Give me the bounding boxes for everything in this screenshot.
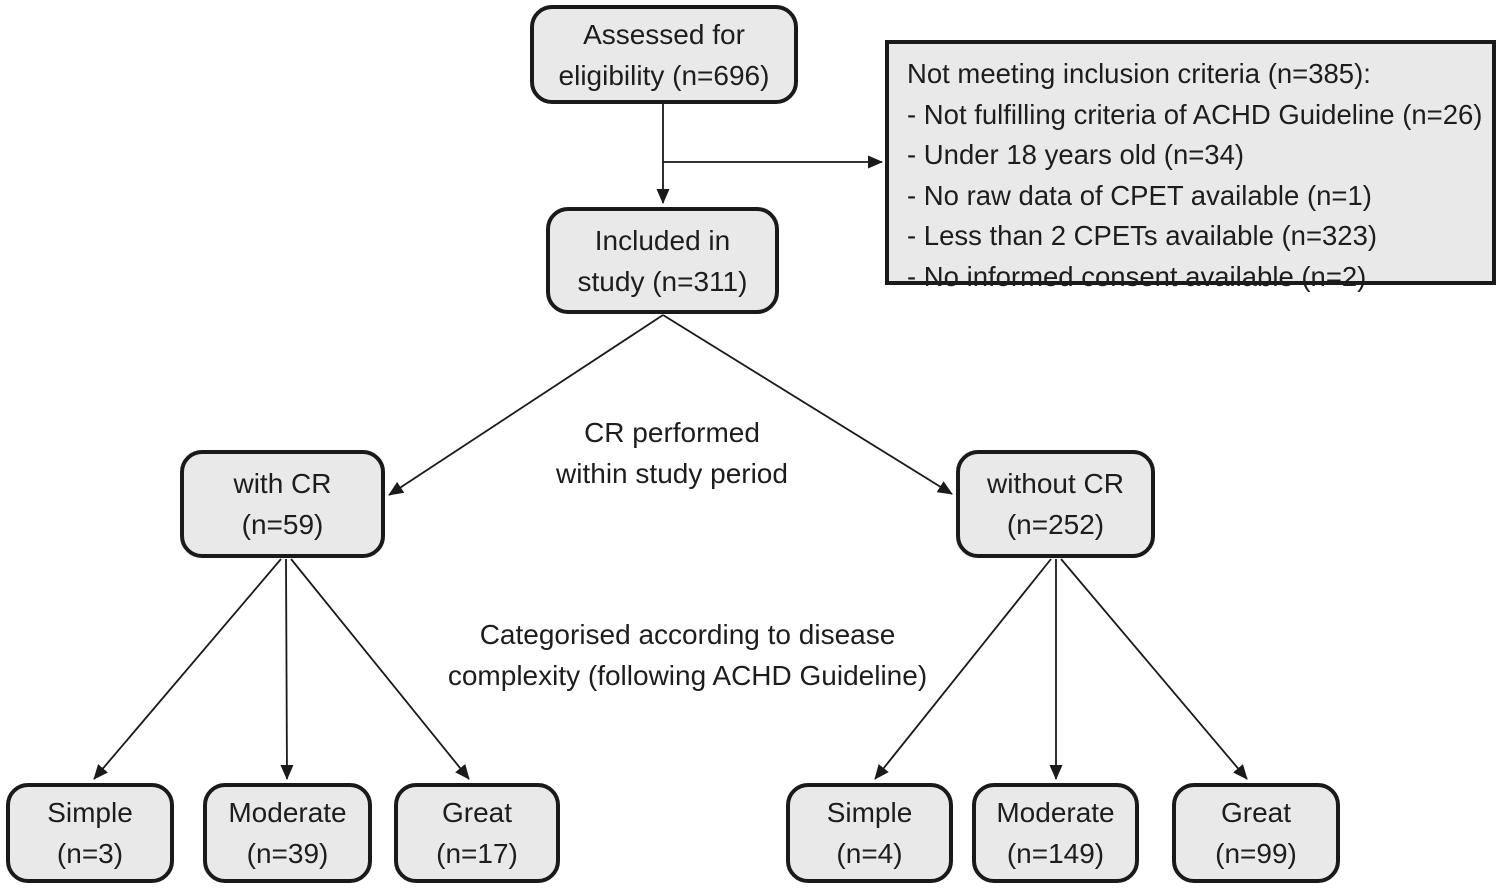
assessed-box-line2: eligibility (n=696) xyxy=(558,59,770,91)
with-cr-moderate-line2: (n=39) xyxy=(246,838,329,869)
categorised-label-line1: Categorised according to disease xyxy=(479,619,896,650)
without-cr-box-line1: without CR xyxy=(987,468,1124,499)
arrow-without-cr-to-great xyxy=(1061,559,1247,779)
with-cr-great-line2: (n=17) xyxy=(436,838,518,869)
exclusion-title: Not meeting inclusion criteria (n=385): xyxy=(907,58,1371,89)
with-cr-simple-line2: (n=3) xyxy=(56,838,124,869)
assessed-box-line1: Assessed for xyxy=(583,18,745,50)
with-cr-great-box xyxy=(394,783,560,883)
exclusion-box xyxy=(885,40,1496,292)
cr-performed-label-line1: CR performed xyxy=(584,417,760,448)
cr-performed-label-line2: within study period xyxy=(556,458,788,489)
without-cr-box xyxy=(956,450,1155,558)
without-cr-simple-line1: Simple xyxy=(826,797,913,828)
exclusion-item: - No informed consent available (n=2) xyxy=(907,260,1367,292)
assessed-box xyxy=(530,5,798,104)
without-cr-box-line2: (n=252) xyxy=(1006,509,1105,540)
arrow-with-cr-to-simple xyxy=(94,559,281,779)
with-cr-moderate-line1: Moderate xyxy=(228,797,347,828)
categorised-label-line2: complexity (following ACHD Guideline) xyxy=(447,660,928,691)
with-cr-great-line1: Great xyxy=(441,797,513,828)
included-box-line1: Included in xyxy=(594,224,731,256)
with-cr-moderate-box xyxy=(203,783,372,883)
without-cr-great-line2: (n=99) xyxy=(1215,838,1297,869)
included-box xyxy=(546,207,779,314)
cr-performed-label xyxy=(497,412,847,494)
categorised-label xyxy=(430,614,945,696)
exclusion-item: - Less than 2 CPETs available (n=323) xyxy=(907,220,1378,251)
with-cr-box-line1: with CR xyxy=(233,468,332,499)
exclusion-item: - No raw data of CPET available (n=1) xyxy=(907,179,1372,211)
without-cr-moderate-line1: Moderate xyxy=(996,797,1115,828)
without-cr-moderate-box xyxy=(972,783,1139,883)
arrow-with-cr-to-moderate xyxy=(286,559,287,779)
without-cr-great-line1: Great xyxy=(1220,797,1292,828)
with-cr-box xyxy=(180,450,385,558)
without-cr-great-box xyxy=(1172,783,1340,883)
exclusion-item: - Under 18 years old (n=34) xyxy=(907,139,1245,170)
without-cr-simple-box xyxy=(786,783,953,883)
exclusion-item: - Not fulfilling criteria of ACHD Guideline (n=26) xyxy=(907,98,1483,130)
without-cr-simple-line2: (n=4) xyxy=(836,838,903,869)
without-cr-moderate-line2: (n=149) xyxy=(1006,838,1105,869)
included-box-line2: study (n=311) xyxy=(577,265,748,297)
with-cr-box-line2: (n=59) xyxy=(241,509,324,540)
with-cr-simple-box xyxy=(6,783,174,883)
with-cr-simple-line1: Simple xyxy=(47,797,133,828)
